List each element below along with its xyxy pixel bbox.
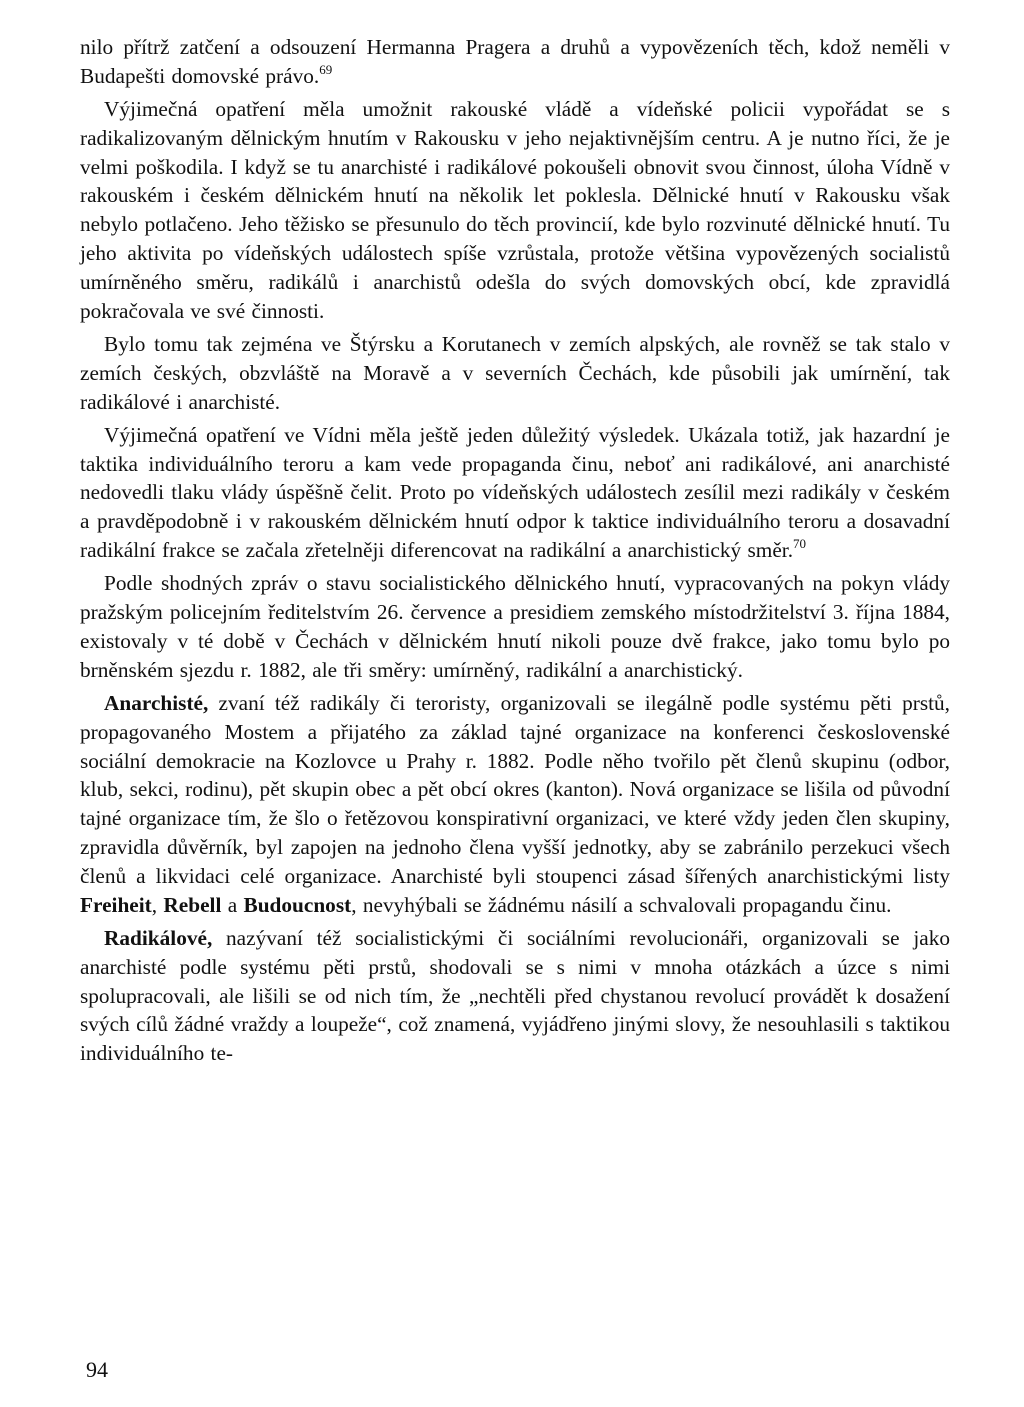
- paragraph-text: ,: [151, 892, 164, 917]
- paragraph-styria-carinthia: [80, 330, 950, 416]
- paragraph-text: Podle shodných zpráv o stavu socialistického dělnického hnutí, vypracovaných na pokyn vlády pražským policejním ředitelstvím 26. července a presidiem zemského místodržitelství 3. října 1884, existovaly v té době v Čechách v dělnickém hnutí nikoli pouze dvě frakce, jako tomu bylo po brněnském sjezdu r. 1882, ale tři směry: umírněný, radikální a anarchistický.: [80, 571, 950, 682]
- paragraph-text: nazývaní též socialistickými či sociálními revolucionáři, organizovali se jako anarchisté podle systému pěti prstů, shodovali se s nimi v mnoha otázkách a úzce s nimi spolupracovali, ale lišili se od nich tím, že „nechtěli před chystanou revolucí provádět k dosažení svých cílů žádné vraždy a loupeže“, což znamená, vyjádřeno jinými slovy, že nesouhlasili s taktikou individuálního te-: [80, 925, 950, 1066]
- paragraph-police-reports: [80, 569, 950, 684]
- paragraph-text: nilo přítrž zatčení a odsouzení Hermanna Pragera a druhů a vypovězeních těch, kdož neměli v Budapešti domovské právo.: [80, 35, 950, 88]
- paragraph-radicals: [80, 924, 950, 1068]
- paragraph-emergency-measures: [80, 95, 950, 325]
- paragraph-continuation: [80, 33, 950, 91]
- footnote-marker-70: 70: [793, 535, 807, 551]
- newspaper-rebell: Rebell: [163, 892, 222, 917]
- paragraph-vienna-result: [80, 421, 950, 565]
- page-number: 94: [86, 1357, 108, 1382]
- paragraph-text: a: [221, 892, 244, 917]
- paragraph-text: Výjimečná opatření ve Vídni měla ještě jeden důležitý výsledek. Ukázala totiž, jak hazardní je taktika individuálního teroru a kam vede propaganda činu, neboť ani radikálové, ani anarchisté nedovedli tlaku vlády úspěšně čelit. Proto po vídeňských událostech zesílil mezi radikály v českém a pravděpodobně i v rakouském dělnickém hnutí odpor k taktice individuálního teroru a dosavadní radikální frakce se začala zřetelněji diferencovat na radikální a anarchistický směr.: [80, 422, 950, 563]
- paragraph-text: Bylo tomu tak zejména ve Štýrsku a Korutanech v zemích alpských, ale rovněž se tak stalo v zemích českých, obzvláště na Moravě a v severních Čechách, kde působili jak umírnění, tak radikálové i anarchisté.: [80, 331, 950, 414]
- newspaper-budoucnost: Budoucnost: [243, 892, 352, 917]
- newspaper-freiheit: Freiheit: [80, 892, 152, 917]
- paragraph-text: Výjimečná opatření měla umožnit rakouské vládě a vídeňské policii vypořádat se s radikalizovaným dělnickým hnutím v Rakousku v jeho nejaktivnějším centru. A je nutno říci, že je velmi poškodila. I když se tu anarchisté i radikálové pokoušeli obnovit svou činnost, úloha Vídně v rakouském i českém dělnickém hnutí na několik let poklesla. Dělnické hnutí v Rakousku však nebylo potlačeno. Jeho těžisko se přesunulo do těch provincií, kde bylo rozvinuté dělnické hnutí. Tu jeho aktivita po vídeňských událostech spíše vzrůstala, protože většina vypovězených socialistů umírněného směru, radikálů i anarchistů odešla do svých domovských obcí, kde zpravidlá pokračovala ve své činnosti.: [80, 97, 950, 323]
- paragraph-anarchists: [80, 689, 950, 919]
- paragraph-lead-radicals: Radikálové,: [104, 925, 213, 950]
- paragraph-text: , nevyhýbali se žádnému násilí a schvalovali propagandu činu.: [351, 892, 892, 917]
- footnote-marker-69: 69: [319, 61, 333, 77]
- paragraph-text: zvaní též radikály či teroristy, organizovali se ilegálně podle systému pěti prstů, propagovaného Mostem a přijatého za základ tajné organizace na konferenci československé sociální demokracie na Kozlovce u Prahy r. 1882. Podle něho tvořilo pět členů skupinu (odbor, klub, sekci, rodinu), pět skupin obec a pět obcí okres (kanton). Nová organizace se lišila od původní tajné organizace tím, že šlo o řetězovou konspirativní organizaci, ve které vždy jeden člen skupiny, zpravidla důvěrník, byl zapojen na jednoho člena vyšší jednotky, aby se zabránilo perzekuci všech členů a likvidaci celé organizace. Anarchisté byli stoupenci zásad šířených anarchistickými listy: [80, 691, 950, 888]
- document-page: [80, 33, 950, 1068]
- paragraph-lead-anarchists: Anarchisté,: [104, 691, 209, 716]
